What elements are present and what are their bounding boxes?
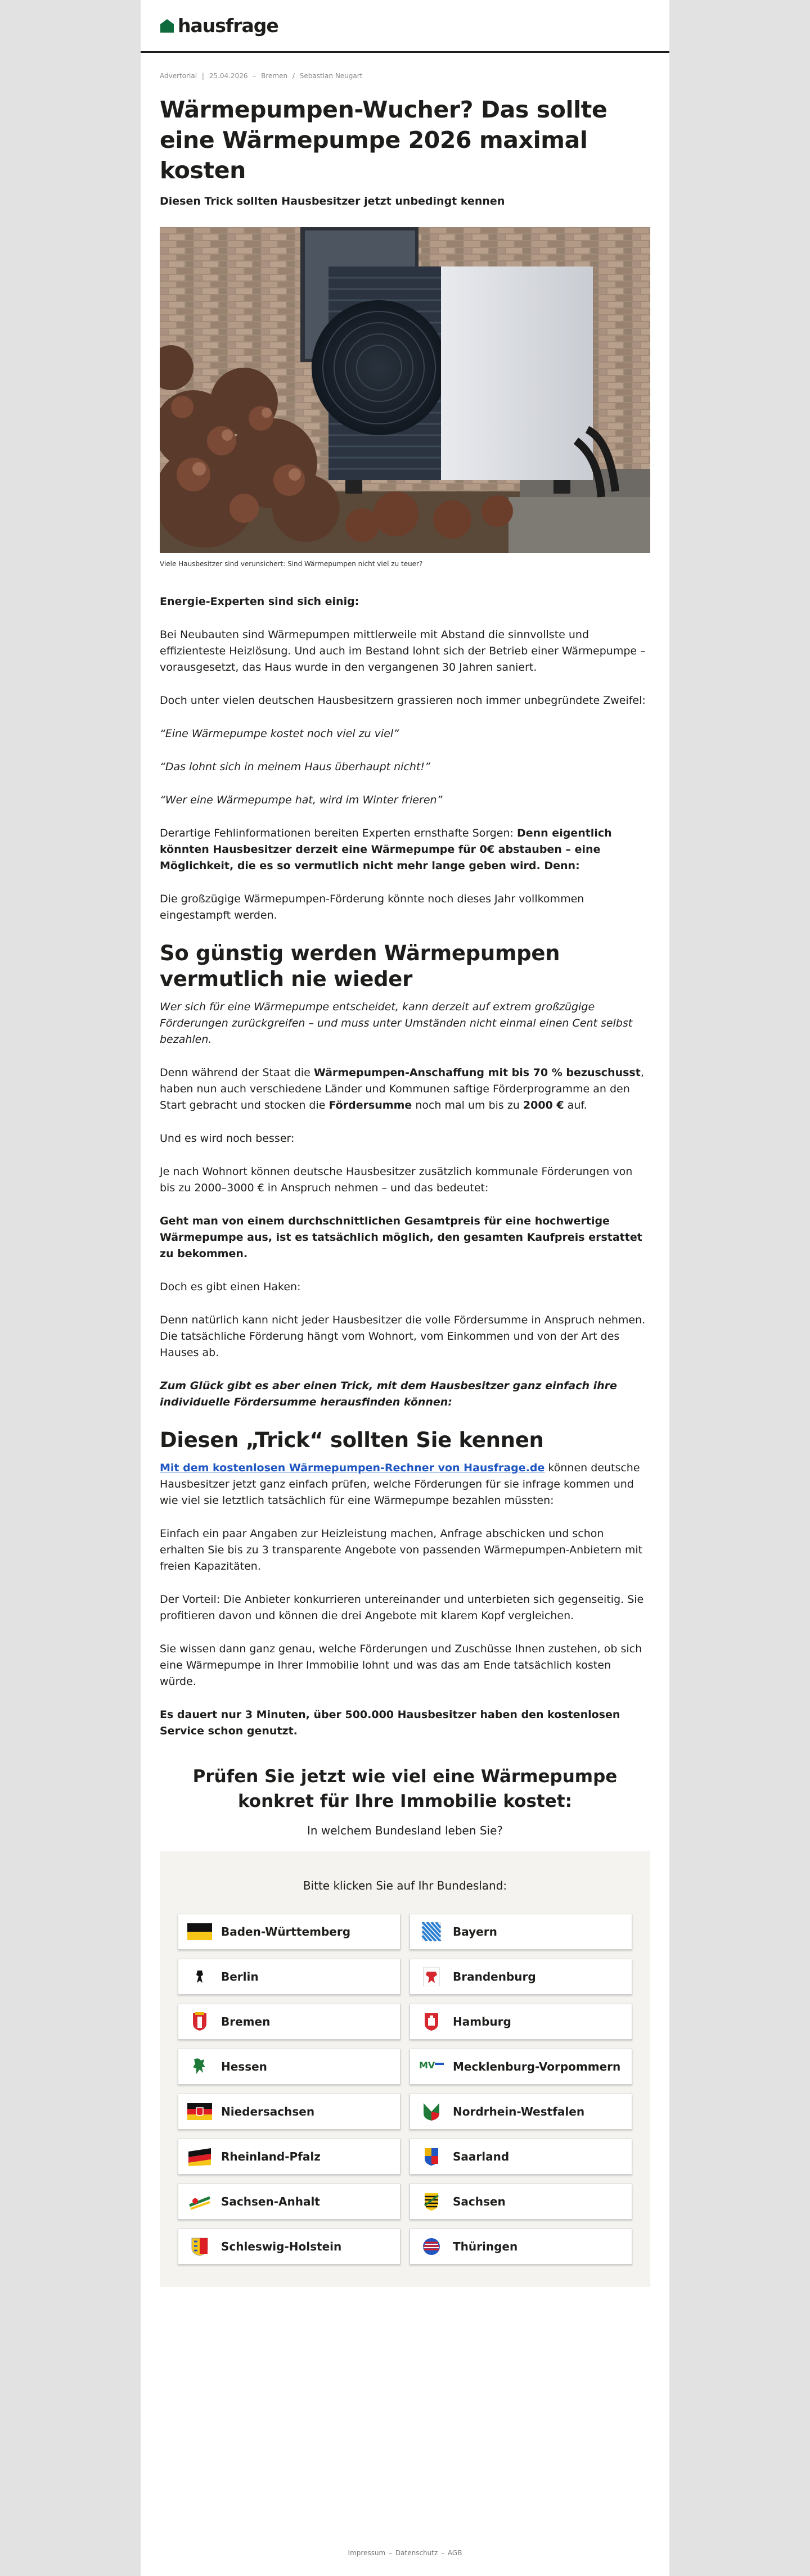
emphasis: 2000 € [523, 1099, 564, 1111]
state-button-brandenburg[interactable] [410, 1959, 632, 1995]
state-button-bremen[interactable] [178, 2004, 400, 2040]
impressum-link[interactable]: Impressum [348, 2549, 386, 2557]
state-button-saarland[interactable] [410, 2139, 632, 2175]
state-label: Bayern [453, 1925, 497, 1938]
advertorial-label: Advertorial [160, 72, 197, 80]
quote: “Eine Wärmepumpe kostet noch viel zu viel” [160, 727, 399, 740]
state-label: Hamburg [453, 2015, 511, 2028]
city: Bremen [261, 72, 288, 80]
article-title: Wärmepumpen-Wucher? Das sollte eine Wärmepumpe 2026 maximal kosten [160, 96, 608, 184]
logo-text: hausfrage [178, 15, 278, 37]
emphasis: Wärmepumpen-Anschaffung mit bis 70 % bezuschusst [313, 1066, 641, 1079]
saarland-flag-icon [419, 2147, 444, 2166]
hamburg-flag-icon [419, 2012, 444, 2031]
publish-date: 25.04.2026 [209, 72, 248, 80]
author: Sebastian Neugart [299, 72, 363, 80]
site-footer [141, 2549, 669, 2557]
page [141, 0, 669, 2576]
state-button-niedersachsen[interactable] [178, 2094, 400, 2130]
state-label: Schleswig-Holstein [221, 2240, 342, 2253]
article-subtitle: Diesen Trick sollten Hausbesitzer jetzt unbedingt kennen [160, 195, 505, 207]
state-button-mecklenburg-vorpommern[interactable] [410, 2049, 632, 2085]
calculator-link[interactable]: Mit dem kostenlosen Wärmepumpen-Rechner von Hausfrage.de [160, 1462, 545, 1474]
state-label: Saarland [453, 2150, 510, 2163]
image-caption: Viele Hausbesitzer sind verunsichert: Sind Wärmepumpen nicht viel zu teuer? [160, 560, 423, 568]
state-button-berlin[interactable] [178, 1959, 400, 1995]
paragraph: Die großzügige Wärmepumpen-Förderung könnte noch dieses Jahr vollkommen eingestampft werden. [160, 893, 584, 921]
site-header [141, 0, 669, 53]
mv-flag-icon [419, 2057, 444, 2076]
state-button-rheinland-pfalz[interactable] [178, 2139, 400, 2175]
heat-pump-photo [160, 227, 650, 553]
text: noch mal um bis zu [412, 1099, 523, 1111]
footer-separator: – [389, 2549, 393, 2557]
sh-flag-icon [187, 2237, 212, 2256]
paragraph: Bei Neubauten sind Wärmepumpen mittlerweile mit Abstand die sinnvollste und effizienteste Heizlösung. Und auch im Bestand lohnt sich der Betrieb einer Wärmepumpe – vorausgesetzt, das Haus wurde in den vergangenen 30 Jahren saniert. [160, 629, 646, 674]
article-meta [160, 72, 650, 80]
state-label: Nordrhein-Westfalen [453, 2105, 585, 2118]
paragraph: Sie wissen dann ganz genau, welche Förderungen und Zuschüsse Ihnen zustehen, ob sich eine Wärmepumpe in Ihrer Immobilie lohnt und was das am Ende tatsächlich kosten würde. [160, 1643, 642, 1688]
hero-image [160, 227, 650, 553]
berlin-flag-icon [187, 1967, 212, 1986]
svg-text:MV: MV [419, 2060, 435, 2071]
paragraph [160, 825, 650, 874]
paragraph: Denn natürlich kann nicht jeder Hausbesitzer die volle Fördersumme in Anspruch nehmen. Die tatsächliche Förderung hängt vom Wohnort, vom Einkommen und von der Art des Hauses ab. [160, 1314, 646, 1359]
state-prompt: Bitte klicken Sie auf Ihr Bundesland: [303, 1879, 507, 1892]
emphasis: Denn eigentlich könnten Hausbesitzer derzeit eine Wärmepumpe für 0€ abstauben – eine Möglichkeit, die es so vermutlich nicht mehr lange geben wird. Denn: [160, 827, 612, 872]
paragraph: Es dauert nur 3 Minuten, über 500.000 Hausbesitzer haben den kostenlosen Service schon genutzt. [160, 1709, 620, 1737]
paragraph [160, 1065, 650, 1114]
sachsen-flag-icon [419, 2192, 444, 2211]
bayern-flag-icon [419, 1922, 444, 1941]
emphasis: Fördersumme [328, 1099, 412, 1111]
state-button-sachsen[interactable] [410, 2184, 632, 2220]
paragraph: Wer sich für eine Wärmepumpe entscheidet, kann derzeit auf extrem großzügige Förderungen zurückgreifen – und muss unter Umständen nicht einmal einen Cent selbst bezahlen. [160, 1001, 633, 1046]
cta-title: Prüfen Sie jetzt wie viel eine Wärmepumpe konkret für Ihre Immobilie kostet: [192, 1766, 618, 1811]
state-label: Brandenburg [453, 1970, 536, 1983]
thueringen-flag-icon [419, 2237, 444, 2256]
state-grid [182, 1914, 628, 2265]
state-label: Sachsen [453, 2195, 506, 2208]
meta-separator: | [201, 72, 204, 80]
niedersachsen-flag-icon [187, 2102, 212, 2121]
state-label: Baden-Württemberg [221, 1925, 351, 1938]
paragraph: Je nach Wohnort können deutsche Hausbesitzer zusätzlich kommunale Förderungen von bis zu 2000–3000 € in Anspruch nehmen – und das bedeutet: [160, 1165, 633, 1194]
state-label: Berlin [221, 1970, 259, 1983]
article [141, 53, 669, 2287]
brandenburg-flag-icon [419, 1967, 444, 1986]
state-button-schleswig-holstein[interactable] [178, 2229, 400, 2265]
paragraph: Einfach ein paar Angaben zur Heizleistung machen, Anfrage abschicken und schon erhalten Sie bis zu 3 transparente Angebote von passenden Wärmepumpen-Anbietern mit freien Kapazitäten. [160, 1527, 643, 1572]
text: können deutsche Hausbesitzer jetzt ganz einfach prüfen, welche Förderungen für sie infrage kommen und wie viel sie letztlich tatsächlich für eine Wärmepumpe bezahlen müssten: [160, 1462, 640, 1507]
quote: “Das lohnt sich in meinem Haus überhaupt nicht!” [160, 761, 430, 773]
bremen-flag-icon [187, 2012, 212, 2031]
state-button-hamburg[interactable] [410, 2004, 632, 2040]
house-logo-icon [160, 19, 174, 33]
state-label: Hessen [221, 2060, 267, 2073]
text: auf. [564, 1099, 587, 1111]
bw-flag-icon [187, 1922, 212, 1941]
state-button-hessen[interactable] [178, 2049, 400, 2085]
state-button-baden-wuerttemberg[interactable] [178, 1914, 400, 1950]
paragraph: Und es wird noch besser: [160, 1132, 295, 1145]
logo[interactable] [160, 15, 278, 37]
paragraph: Geht man von einem durchschnittlichen Gesamtpreis für eine hochwertige Wärmepumpe aus, ist es tatsächlich möglich, den gesamten Kaufpreis erstattet zu bekommen. [160, 1215, 642, 1260]
quote: “Wer eine Wärmepumpe hat, wird im Winter frieren” [160, 794, 443, 806]
hessen-flag-icon [187, 2057, 212, 2076]
rlp-flag-icon [187, 2147, 212, 2166]
datenschutz-link[interactable]: Datenschutz [395, 2549, 438, 2557]
state-label: Mecklenburg-Vorpommern [453, 2060, 621, 2073]
paragraph: Zum Glück gibt es aber einen Trick, mit dem Hausbesitzer ganz einfach ihre individuelle Fördersumme herausfinden können: [160, 1380, 617, 1408]
state-label: Thüringen [453, 2240, 518, 2253]
text: , haben nun auch verschiedene Länder und Kommunen saftige Förderprogramme an den Start gebracht und stocken die [160, 1066, 644, 1111]
meta-dash: – [253, 72, 256, 80]
agb-link[interactable]: AGB [447, 2549, 462, 2557]
nrw-flag-icon [419, 2102, 444, 2121]
state-label: Rheinland-Pfalz [221, 2150, 321, 2163]
state-button-nordrhein-westfalen[interactable] [410, 2094, 632, 2130]
state-label: Bremen [221, 2015, 271, 2028]
state-button-bayern[interactable] [410, 1914, 632, 1950]
state-label: Niedersachsen [221, 2105, 315, 2118]
state-button-sachsen-anhalt[interactable] [178, 2184, 400, 2220]
paragraph [160, 1460, 650, 1509]
footer-separator: – [441, 2549, 445, 2557]
cta-question: In welchem Bundesland leben Sie? [307, 1824, 503, 1837]
text: Denn während der Staat die [160, 1066, 314, 1079]
state-button-thueringen[interactable] [410, 2229, 632, 2265]
paragraph: Doch es gibt einen Haken: [160, 1281, 301, 1293]
text: Derartige Fehlinformationen bereiten Experten ernsthafte Sorgen: [160, 827, 517, 839]
state-label: Sachsen-Anhalt [221, 2195, 320, 2208]
section-heading: So günstig werden Wärmepumpen vermutlich nie wieder [160, 941, 560, 991]
paragraph: Energie-Experten sind sich einig: [160, 595, 359, 608]
paragraph: Der Vorteil: Die Anbieter konkurrieren untereinander und unterbieten sich gegenseitig. Sie profitieren davon und können die drei Angebote mit klarem Kopf vergleichen. [160, 1593, 644, 1622]
section-heading: Diesen „Trick“ sollten Sie kennen [160, 1428, 544, 1452]
paragraph: Doch unter vielen deutschen Hausbesitzern grassieren noch immer unbegründete Zweifel: [160, 694, 646, 707]
state-selector [160, 1851, 650, 2287]
sachsen-anhalt-flag-icon [187, 2192, 212, 2211]
meta-slash: / [292, 72, 295, 80]
